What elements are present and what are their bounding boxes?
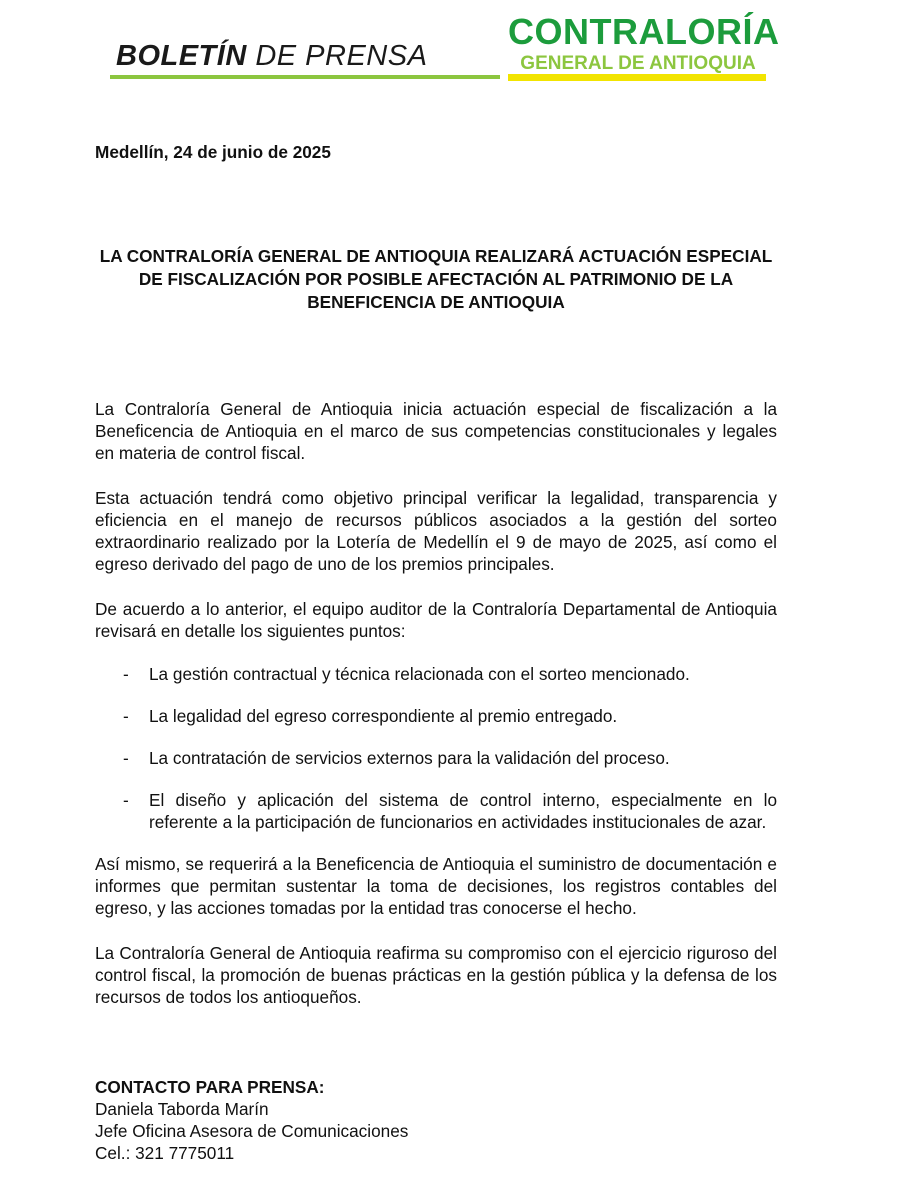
list-item-text: El diseño y aplicación del sistema de control interno, especialmente en lo referente a la participación de funcionarios en actividades institucionales de azar.	[149, 790, 777, 832]
audit-points-list	[95, 663, 777, 833]
bulletin-title-bold: BOLETÍN	[116, 40, 247, 72]
contact-name: Daniela Taborda Marín	[95, 1099, 269, 1119]
bulletin-title	[116, 40, 427, 73]
paragraph-requirements: Así mismo, se requerirá a la Beneficencia de Antioquia el suministro de documentación e informes que permitan sustentar la toma de decisiones, los registros contables del egreso, y las acciones tomadas por la entidad tras conocerse el hecho.	[95, 854, 777, 918]
contraloria-logo	[508, 11, 780, 75]
press-release-body	[95, 141, 777, 1164]
paragraph-commitment: La Contraloría General de Antioquia reafirma su compromiso con el ejercicio riguroso del control fiscal, la promoción de buenas prácticas en la gestión pública y la defensa de los recursos de todos los antioqueños.	[95, 943, 777, 1007]
paragraph-objective: Esta actuación tendrá como objetivo principal verificar la legalidad, transparencia y eficiencia en el manejo de recursos públicos asociados a la gestión del sorteo extraordinario realizado por la Lotería de Medellín el 9 de mayo de 2025, así como el egreso derivado del pago de uno de los premios principales.	[95, 488, 777, 574]
contact-role: Jefe Oficina Asesora de Comunicaciones	[95, 1121, 409, 1141]
list-item	[95, 663, 777, 685]
list-item-text: La legalidad del egreso correspondiente al premio entregado.	[149, 706, 618, 726]
logo-yellow-bar	[508, 74, 766, 81]
contact-phone: Cel.: 321 7775011	[95, 1143, 235, 1163]
list-item-text: La contratación de servicios externos para la validación del proceso.	[149, 748, 670, 768]
bulletin-title-light: DE PRENSA	[246, 40, 428, 72]
bullet-dash: -	[123, 748, 129, 768]
release-date: Medellín, 24 de junio de 2025	[95, 142, 331, 162]
bullet-dash: -	[123, 664, 129, 684]
header-divider	[110, 75, 500, 79]
bullet-dash: -	[123, 706, 129, 726]
list-item-text: La gestión contractual y técnica relacionada con el sorteo mencionado.	[149, 664, 690, 684]
logo-sub-text: GENERAL DE ANTIOQUIA	[520, 53, 756, 74]
contact-title: CONTACTO PARA PRENSA:	[95, 1077, 325, 1097]
list-item	[95, 705, 777, 727]
list-item	[95, 789, 777, 833]
press-contact	[95, 1076, 777, 1164]
document-header	[0, 0, 900, 90]
release-headline: LA CONTRALORÍA GENERAL DE ANTIOQUIA REALIZARÁ ACTUACIÓN ESPECIAL DE FISCALIZACIÓN POR POSIBLE AFECTACIÓN AL PATRIMONIO DE LA BENEFICENCIA DE ANTIOQUIA	[99, 246, 773, 312]
bullet-dash: -	[123, 790, 129, 810]
list-item	[95, 747, 777, 769]
paragraph-audit-points: De acuerdo a lo anterior, el equipo auditor de la Contraloría Departamental de Antioquia revisará en detalle los siguientes puntos:	[95, 599, 777, 641]
logo-main-text: CONTRALORÍA	[508, 11, 780, 52]
paragraph-intro: La Contraloría General de Antioquia inicia actuación especial de fiscalización a la Beneficencia de Antioquia en el marco de sus competencias constitucionales y legales en materia de control fiscal.	[95, 399, 777, 463]
